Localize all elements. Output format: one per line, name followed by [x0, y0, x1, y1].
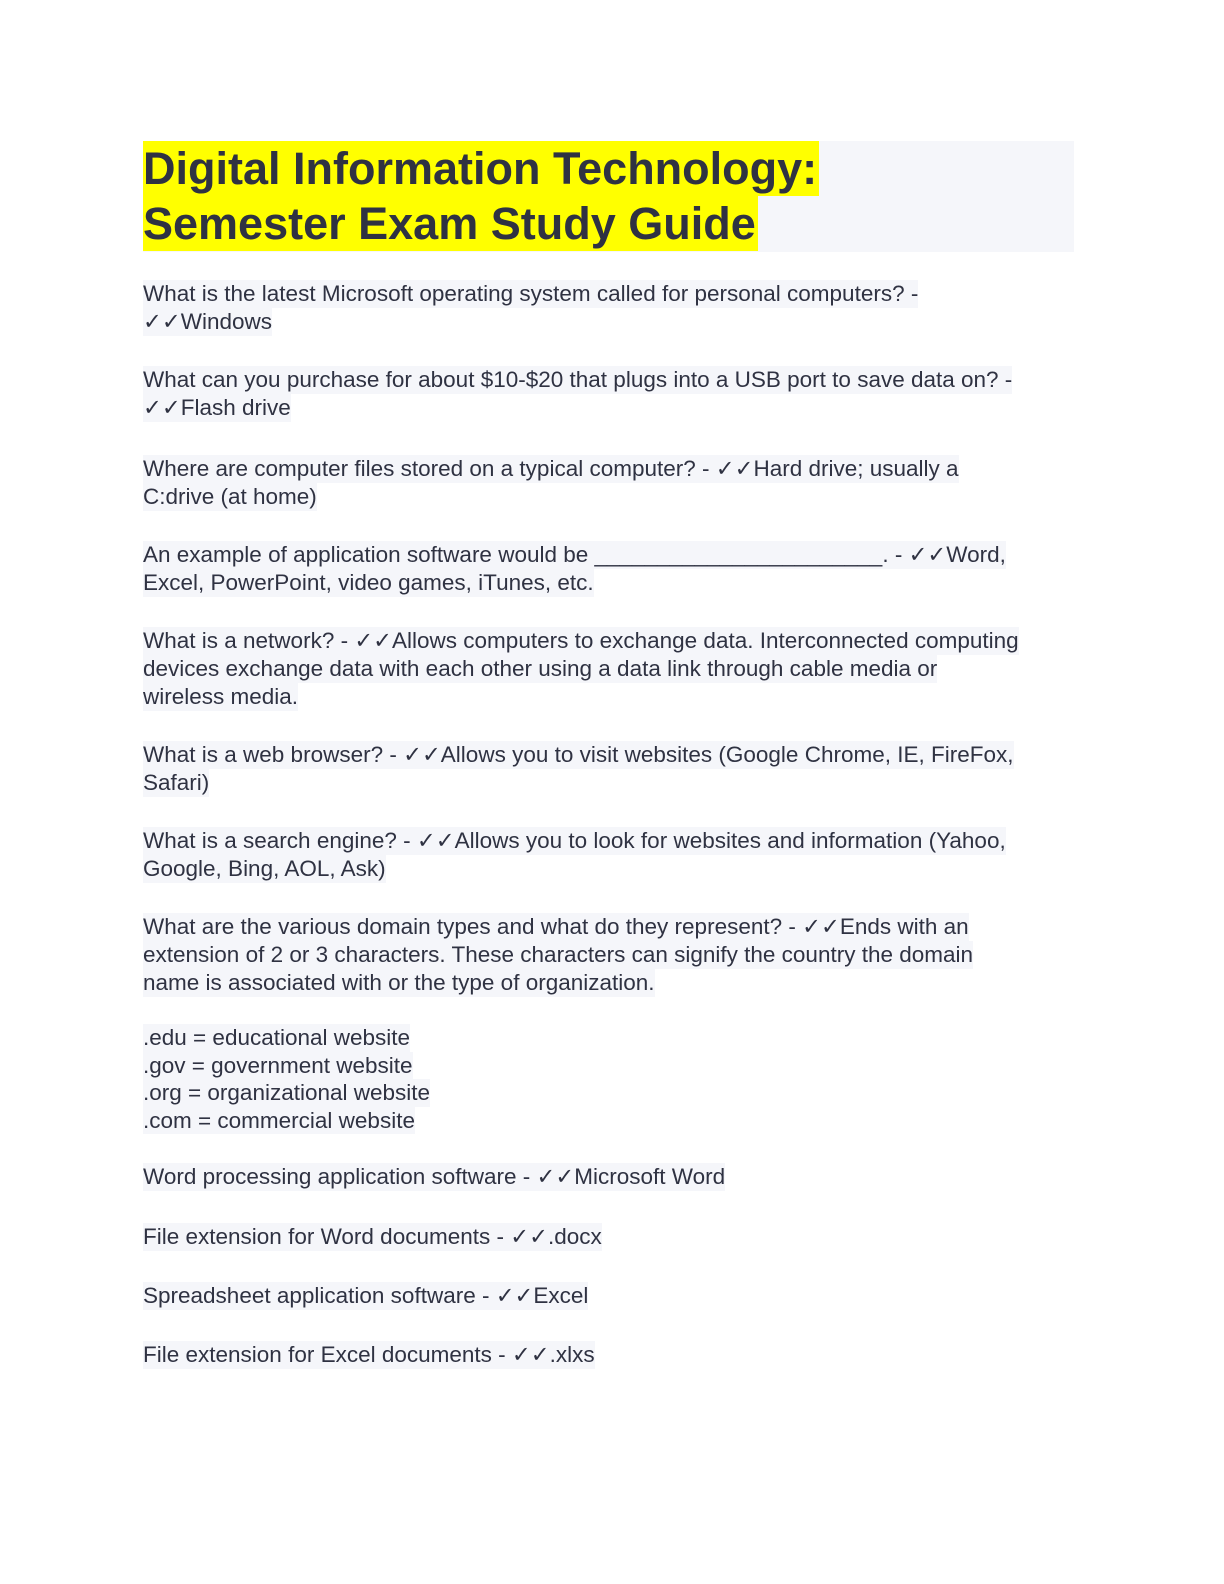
- entry-line: What is the latest Microsoft operating system called for personal computers? -: [143, 281, 919, 306]
- qa-entry-application-software: [143, 541, 1006, 597]
- entry-line: File extension for Excel documents - ✓✓.xlxs: [143, 1342, 595, 1367]
- entry-line: What is a web browser? - ✓✓Allows you to visit websites (Google Chrome, IE, FireFox,: [143, 742, 1014, 767]
- page-title-line-1: Digital Information Technology:: [143, 143, 818, 194]
- document-page: [143, 141, 1074, 1367]
- entry-line: Excel, PowerPoint, video games, iTunes, etc.: [143, 570, 594, 595]
- entry-line: extension of 2 or 3 characters. These characters can signify the country the domain: [143, 942, 974, 967]
- entry-line: Google, Bing, AOL, Ask): [143, 856, 386, 881]
- qa-entry-hard-drive: [143, 455, 959, 511]
- qa-entry-flash-drive: [143, 366, 1012, 422]
- qa-entry-excel-extension: [143, 1341, 595, 1369]
- qa-entry-web-browser: [143, 741, 1014, 797]
- entry-line: ✓✓Windows: [143, 309, 272, 334]
- entry-line: File extension for Word documents - ✓✓.docx: [143, 1224, 602, 1249]
- domain-item-com: .com = commercial website: [143, 1107, 415, 1133]
- entry-line: What is a search engine? - ✓✓Allows you to look for websites and information (Yahoo,: [143, 828, 1006, 853]
- entry-line: What can you purchase for about $10-$20 that plugs into a USB port to save data on? -: [143, 367, 1013, 392]
- entry-line: Safari): [143, 770, 210, 795]
- entry-line: Where are computer files stored on a typical computer? - ✓✓Hard drive; usually a: [143, 456, 959, 481]
- entry-line: name is associated with or the type of organization.: [143, 970, 655, 995]
- qa-entry-domain-types: [143, 913, 973, 997]
- page-title-line-2: Semester Exam Study Guide: [143, 198, 756, 249]
- entry-line: What are the various domain types and what do they represent? - ✓✓Ends with an: [143, 914, 969, 939]
- domain-item-edu: .edu = educational website: [143, 1025, 411, 1050]
- qa-entry-network: [143, 627, 1019, 711]
- domain-item-org: .org = organizational website: [143, 1080, 431, 1105]
- entry-line: Spreadsheet application software - ✓✓Excel: [143, 1283, 589, 1308]
- entry-line: wireless media.: [143, 684, 299, 709]
- entry-line: C:drive (at home): [143, 484, 317, 509]
- domain-list: [143, 1024, 430, 1134]
- entry-line: Word processing application software - ✓✓Microsoft Word: [143, 1164, 726, 1189]
- entry-line: What is a network? - ✓✓Allows computers to exchange data. Interconnected computing: [143, 628, 1019, 653]
- qa-entry-word-extension: [143, 1223, 602, 1251]
- title-block: [143, 141, 1074, 252]
- entry-line: An example of application software would be _______________________. - ✓✓Word,: [143, 542, 1006, 567]
- qa-entry-search-engine: [143, 827, 1006, 883]
- qa-entry-windows: [143, 280, 918, 336]
- domain-item-gov: .gov = government website: [143, 1052, 413, 1078]
- qa-entry-word-processing: [143, 1163, 725, 1191]
- qa-entry-spreadsheet: [143, 1282, 588, 1310]
- entry-line: devices exchange data with each other using a data link through cable media or: [143, 656, 938, 681]
- entry-line: ✓✓Flash drive: [143, 395, 291, 420]
